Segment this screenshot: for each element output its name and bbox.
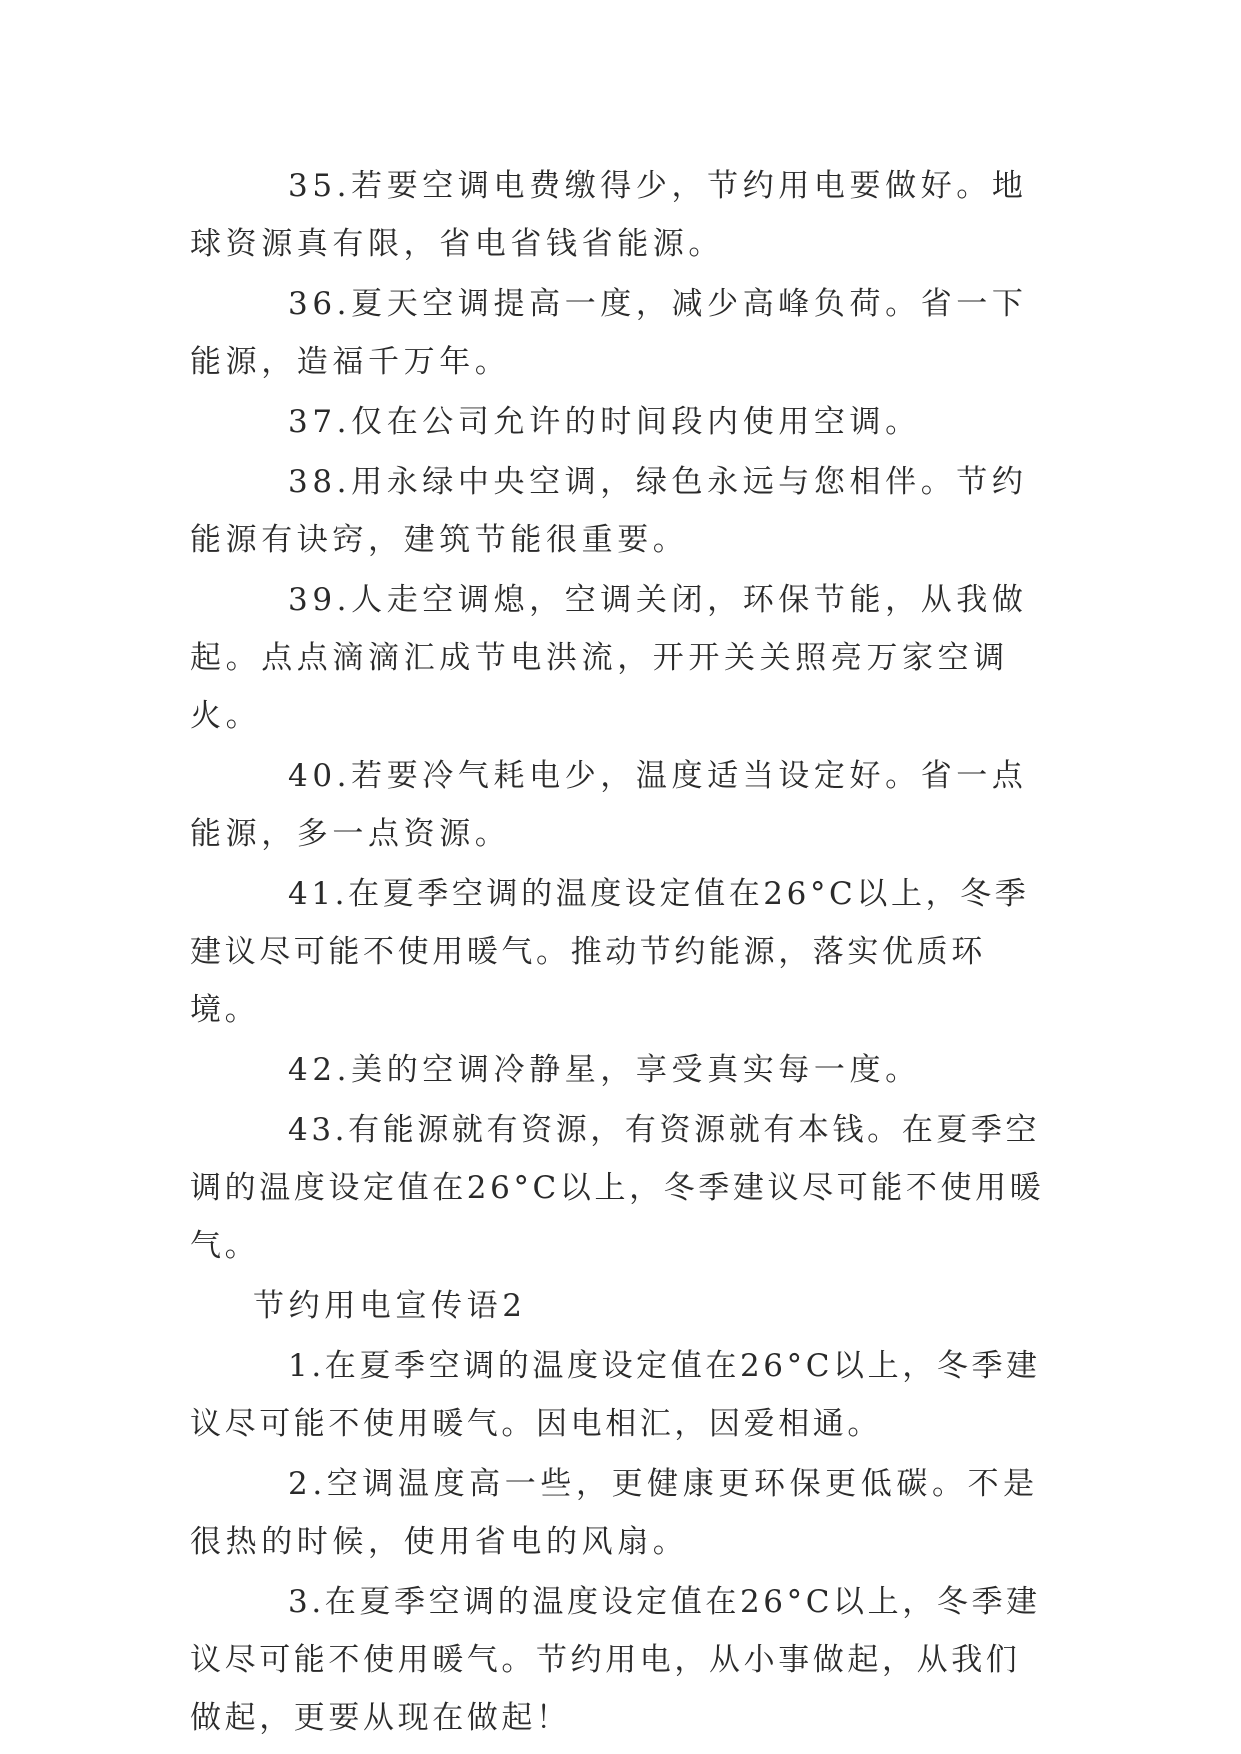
paragraph-35: 35.若要空调电费缴得少，节约用电要做好。地球资源真有限，省电省钱省能源。 — [190, 168, 1028, 262]
section-paragraph-1: 1.在夏季空调的温度设定值在26°C以上，冬季建议尽可能不使用暖气。因电相汇，因爱相通。 — [190, 1348, 1041, 1442]
paragraph-42: 42.美的空调冷静星，享受真实每一度。 — [288, 1052, 921, 1088]
section-paragraph-2: 2.空调温度高一些，更健康更环保更低碳。不是很热的时候，使用省电的风扇。 — [190, 1466, 1039, 1560]
paragraph-41: 41.在夏季空调的温度设定值在26°C以上，冬季建议尽可能不使用暖气。推动节约能源，落实优质环境。 — [190, 876, 1030, 1028]
paragraph-37: 37.仅在公司允许的时间段内使用空调。 — [288, 404, 921, 440]
paragraph-40: 40.若要冷气耗电少，温度适当设定好。省一点能源，多一点资源。 — [190, 758, 1028, 852]
section-heading: 节约用电宣传语2 — [253, 1288, 527, 1324]
paragraph-36: 36.夏天空调提高一度，减少高峰负荷。省一下能源，造福千万年。 — [190, 286, 1028, 380]
document-page — [190, 157, 1052, 1749]
paragraph-43: 43.有能源就有资源，有资源就有本钱。在夏季空调的温度设定值在26°C以上，冬季建议尽可能不使用暖气。 — [190, 1112, 1045, 1264]
section-paragraph-3: 3.在夏季空调的温度设定值在26°C以上，冬季建议尽可能不使用暖气。节约用电，从小事做起，从我们做起，更要从现在做起！ — [190, 1584, 1041, 1736]
paragraph-39: 39.人走空调熄，空调关闭，环保节能，从我做起。点点滴滴汇成节电洪流，开开关关照亮万家空调火。 — [190, 582, 1028, 734]
paragraph-38: 38.用永绿中央空调，绿色永远与您相伴。节约能源有诀窍，建筑节能很重要。 — [190, 464, 1028, 558]
